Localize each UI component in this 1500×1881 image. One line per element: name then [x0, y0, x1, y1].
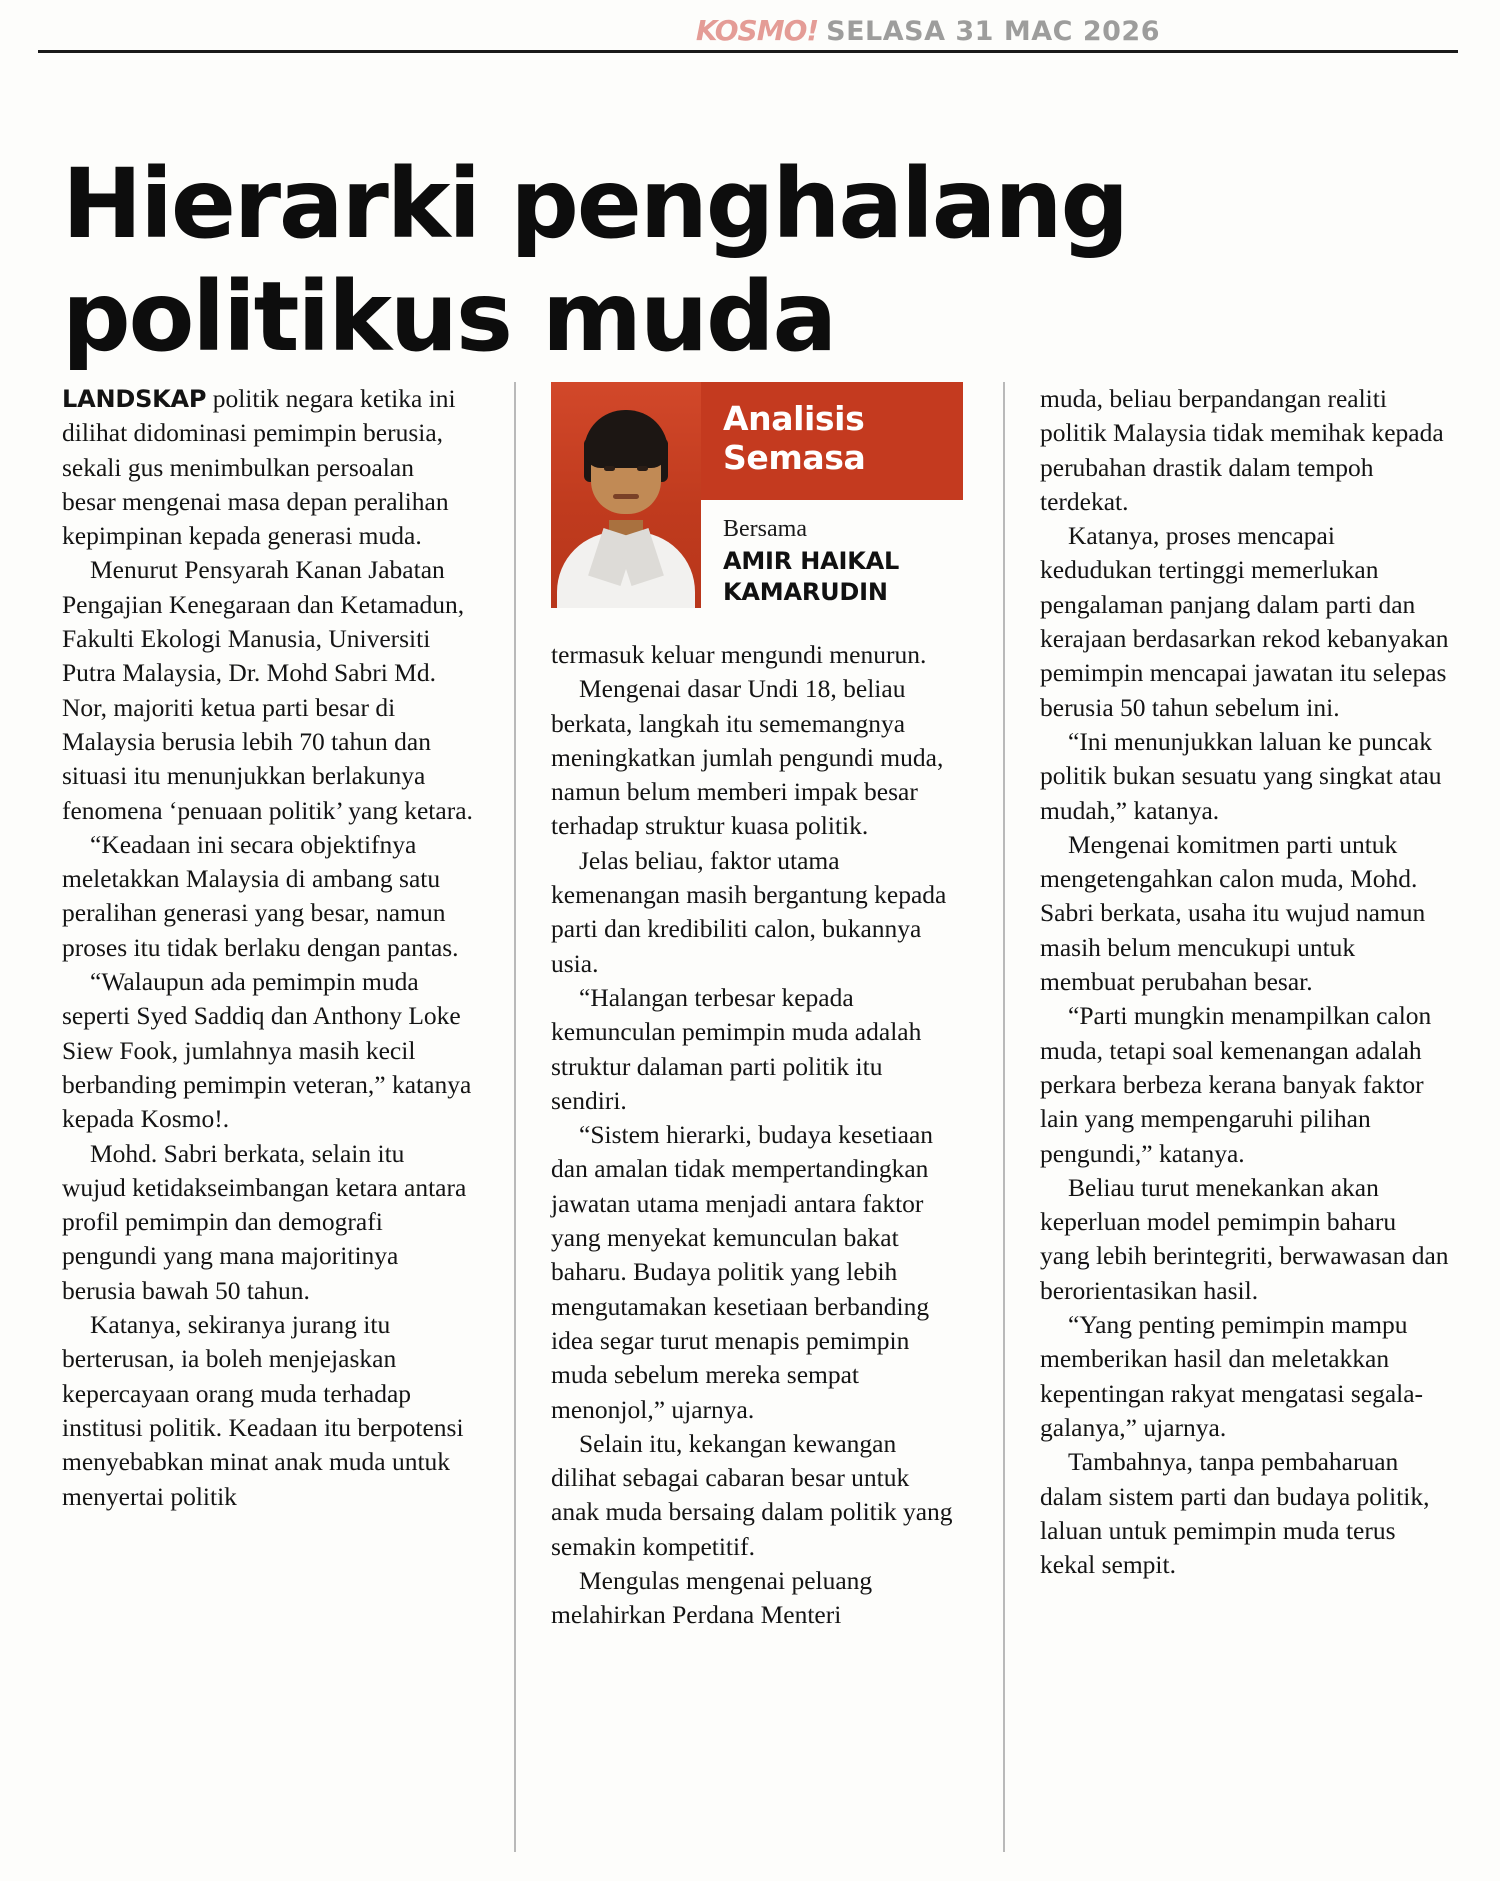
- analysis-title-line-2: Semasa: [723, 437, 866, 477]
- article-column-2: [551, 638, 963, 1633]
- paragraph: Katanya, proses mencapai kedudukan tertinggi memerlukan pengalaman panjang dalam parti dan kerajaan berdasarkan rekod kebanyakan pemimpin mencapai jawatan itu selepas berusia 50 tahun sebelum ini.: [1040, 521, 1449, 722]
- paragraph: “Ini menunjukkan laluan ke puncak politik bukan sesuatu yang singkat atau mudah,” katanya.: [1040, 726, 1442, 825]
- page-title: [62, 148, 1442, 373]
- column-divider-2: [1003, 382, 1005, 1852]
- paragraph: [62, 382, 474, 553]
- paragraph: “Sistem hierarki, budaya kesetiaan dan amalan tidak mempertandingkan jawatan utama menjadi antara faktor yang menyekat kemunculan bakat baharu. Budaya politik yang lebih mengutamakan kesetiaan berbanding idea segar turut menapis pemimpin muda sebelum mereka sempat menonjol,” ujarnya.: [551, 1120, 934, 1424]
- paragraph: Beliau turut menekankan akan keperluan model pemimpin baharu yang lebih berintegriti, berwawasan dan berorientasikan hasil.: [1040, 1172, 1449, 1305]
- article-column-1: [62, 382, 474, 1514]
- lead-in-rest: politik negara ketika ini dilihat didominasi pemimpin berusia, sekali gus menimbulkan persoalan besar mengenai masa depan peralihan kepimpinan kepada generasi muda.: [62, 384, 456, 551]
- analysis-title-line-1: Analisis: [723, 399, 865, 438]
- headline-line-1: Hierarki penghalang: [62, 148, 1127, 261]
- article-column-3: [1040, 382, 1452, 1582]
- masthead-brand: KOSMO!: [695, 14, 819, 47]
- paragraph: Jelas beliau, faktor utama kemenangan masih bergantung kepada parti dan kredibiliti calon, bukannya usia.: [551, 845, 947, 978]
- paragraph: Katanya, sekiranya jurang itu berterusan, ia boleh menjejaskan kepercayaan orang muda terhadap institusi politik. Keadaan itu berpotensi menyebabkan minat anak muda untuk menyertai politik: [62, 1310, 464, 1511]
- paragraph: Mohd. Sabri berkata, selain itu wujud ketidakseimbangan ketara antara profil pemimpin dan demografi pengundi yang mana majoritinya berusia bawah 50 tahun.: [62, 1138, 467, 1305]
- paragraph: “Yang penting pemimpin mampu memberikan hasil dan meletakkan kepentingan rakyat mengatasi segala-galanya,” ujarnya.: [1040, 1310, 1424, 1442]
- paragraph: Selain itu, kekangan kewangan dilihat sebagai cabaran besar untuk anak muda bersaing dalam politik yang semakin kompetitif.: [551, 1428, 953, 1561]
- lead-in-bold: LANDSKAP: [62, 385, 207, 413]
- paragraph: Tambahnya, tanpa pembaharuan dalam sistem parti dan budaya politik, laluan untuk pemimpin muda terus kekal sempit.: [1040, 1447, 1430, 1580]
- article-body: [62, 382, 1452, 1852]
- headline-line-2: politikus muda: [62, 260, 836, 373]
- paragraph: termasuk keluar mengundi menurun.: [551, 640, 927, 669]
- paragraph: “Keadaan ini secara objektifnya meletakkan Malaysia di ambang satu peralihan generasi yang besar, namun proses itu tidak berlaku dengan pantas.: [62, 829, 459, 962]
- paragraph: “Walaupun ada pemimpin muda seperti Syed Saddiq dan Anthony Loke Siew Fook, jumlahnya masih kecil berbanding pemimpin veteran,” katanya kepada Kosmo!.: [62, 967, 472, 1134]
- header-rule: [38, 50, 1458, 53]
- paragraph: muda, beliau berpandangan realiti politik Malaysia tidak memihak kepada perubahan drastik dalam tempoh terdekat.: [1040, 384, 1444, 516]
- author-name-line-2: KAMARUDIN: [723, 577, 888, 606]
- paragraph: Mengulas mengenai peluang melahirkan Perdana Menteri: [551, 1566, 873, 1630]
- paragraph: Menurut Pensyarah Kanan Jabatan Pengajian Kenegaraan dan Ketamadun, Fakulti Ekologi Manusia, Universiti Putra Malaysia, Dr. Mohd Sabri Md. Nor, majoriti ketua parti besar di Malaysia berusia lebih 70 tahun dan situasi itu menunjukkan berlakunya fenomena ‘penuaan politik’ yang ketara.: [62, 555, 473, 825]
- bersama-label: Bersama: [723, 516, 807, 542]
- column-divider-1: [514, 382, 516, 1852]
- paragraph: Mengenai dasar Undi 18, beliau berkata, langkah itu sememangnya meningkatkan jumlah pengundi muda, namun belum memberi impak besar terhadap struktur kuasa politik.: [551, 674, 944, 841]
- masthead-date: SELASA 31 MAC 2026: [826, 16, 1160, 47]
- paragraph: Mengenai komitmen parti untuk mengetengahkan calon muda, Mohd. Sabri berkata, usaha itu wujud namun masih belum mencukupi untuk membuat perubahan besar.: [1040, 829, 1426, 997]
- author-name-line-1: AMIR HAIKAL: [723, 547, 900, 575]
- paragraph: “Halangan terbesar kepada kemunculan pemimpin muda adalah struktur dalaman parti politik itu sendiri.: [551, 982, 922, 1115]
- masthead: [0, 0, 1500, 52]
- paragraph: “Parti mungkin menampilkan calon muda, tetapi soal kemenangan adalah perkara berbeza kerana banyak faktor lain yang mempengaruhi pilihan pengundi,” katanya.: [1040, 1001, 1432, 1168]
